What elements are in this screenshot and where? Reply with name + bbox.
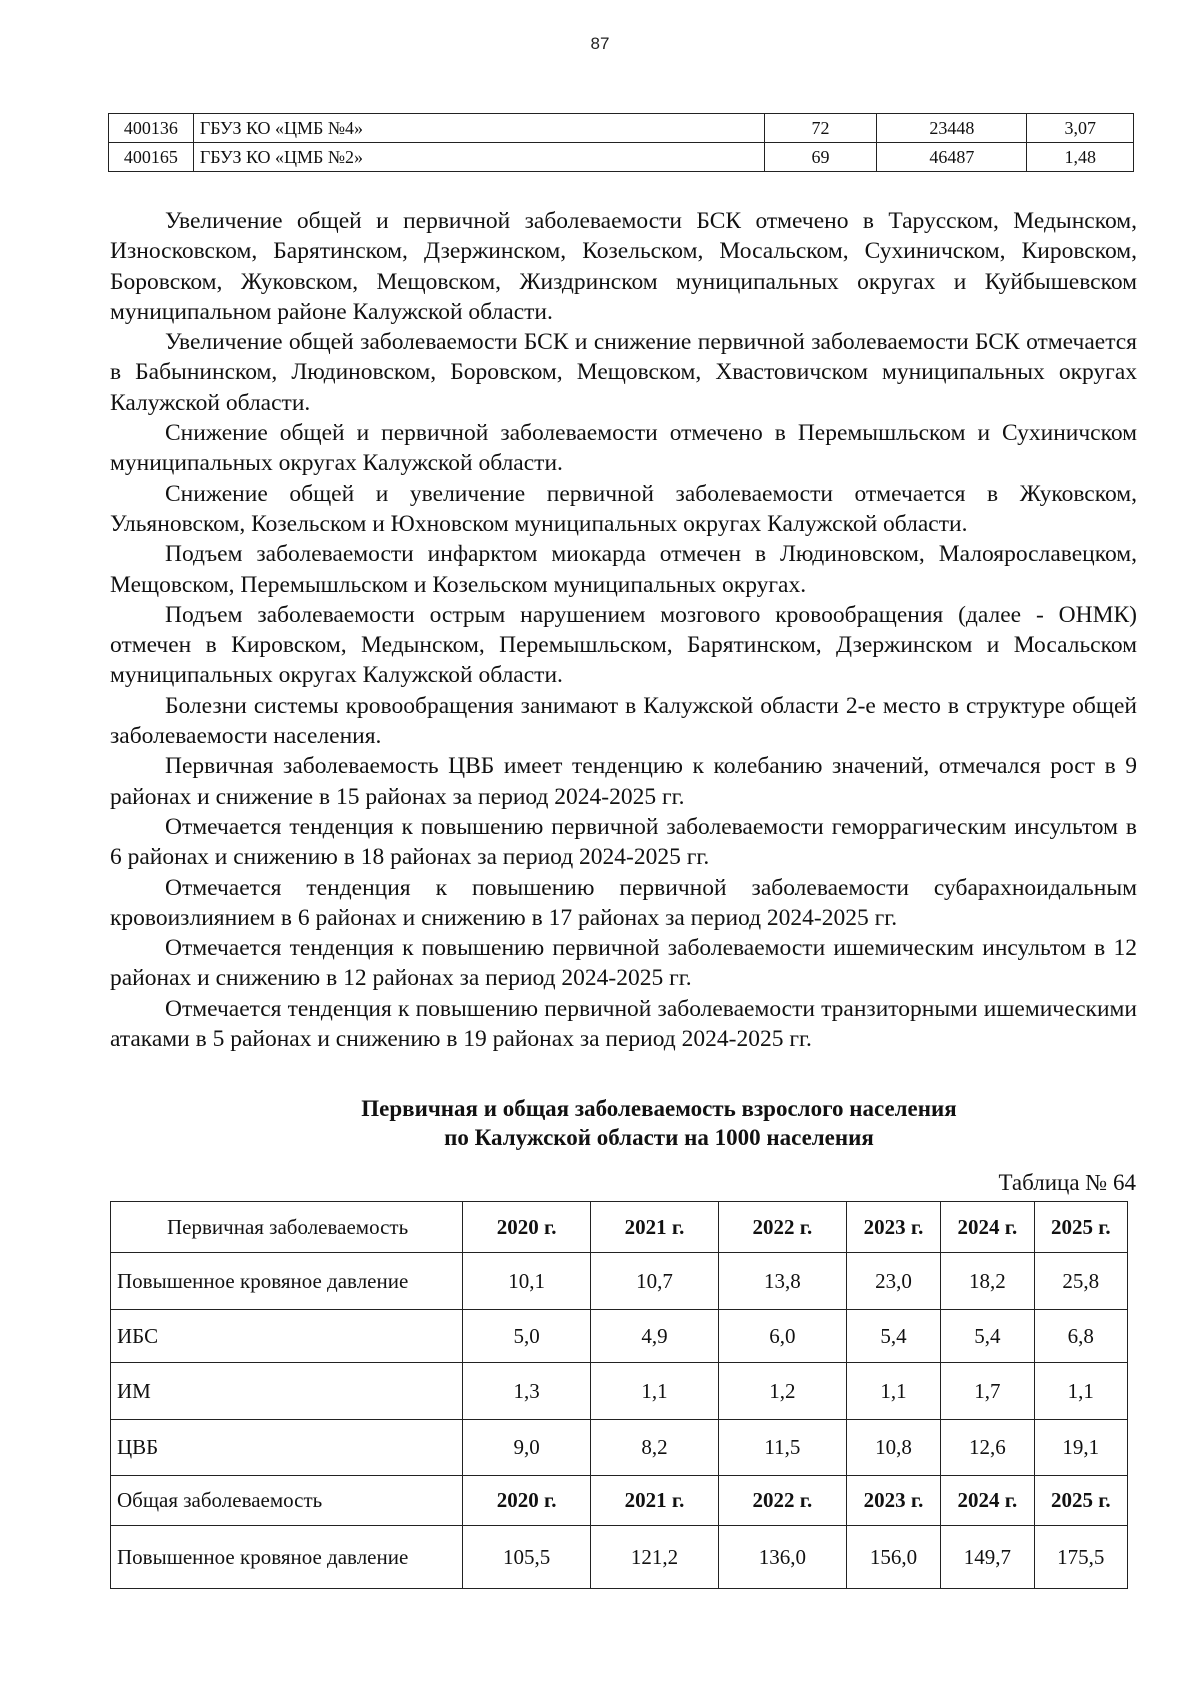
table-cell: 10,1	[463, 1253, 591, 1310]
paragraph: Снижение общей и первичной заболеваемости отмечено в Перемышльском и Сухиничском муниципальных округах Калужской области.	[110, 420, 1137, 477]
table-cell: 18,2	[941, 1253, 1034, 1310]
table-title-line: по Калужской области на 1000 населения	[444, 1125, 874, 1150]
table-row	[109, 114, 1134, 143]
table-cell: 10,8	[846, 1420, 940, 1476]
table-cell: 8,2	[591, 1420, 719, 1476]
year-header: 2025 г.	[1034, 1476, 1127, 1526]
institution-code: 400136	[109, 114, 194, 143]
year-header: 2022 г.	[718, 1476, 846, 1526]
table-cell: 136,0	[718, 1526, 846, 1589]
table-cell: 1,1	[846, 1363, 940, 1420]
year-header: 2020 г.	[463, 1202, 591, 1253]
table-number: Таблица № 64	[998, 1170, 1136, 1195]
year-header: 2023 г.	[846, 1202, 940, 1253]
table-cell: 13,8	[718, 1253, 846, 1310]
page-number: 87	[590, 34, 610, 53]
paragraph: Первичная заболеваемость ЦВБ имеет тенденцию к колебанию значений, отмечался рост в 9 районах и снижение в 15 районах за период 2024-2025 гг.	[110, 753, 1137, 810]
table-cell: 23,0	[846, 1253, 940, 1310]
table-cell: 1,1	[591, 1363, 719, 1420]
table-header-row	[111, 1202, 1128, 1253]
paragraph: Отмечается тенденция к повышению первичной заболеваемости геморрагическим инсультом в 6 районах и снижению в 18 районах за период 2024-2025 гг.	[110, 813, 1137, 871]
year-header: 2024 г.	[941, 1476, 1034, 1526]
institution-value-2: 46487	[877, 143, 1027, 172]
institution-value-3: 1,48	[1027, 143, 1134, 172]
paragraph: Подъем заболеваемости инфарктом миокарда отмечен в Людиновском, Малоярославецком, Мещовском, Перемышльском и Козельском муниципальных округах.	[110, 541, 1137, 598]
institution-value-2: 23448	[877, 114, 1027, 143]
row-label: Повышенное кровяное давление	[111, 1253, 463, 1310]
table-row	[111, 1363, 1128, 1420]
paragraph: Отмечается тенденция к повышению первичной заболеваемости субарахноидальным кровоизлиянием в 6 районах и снижению в 17 районах за период 2024-2025 гг.	[110, 874, 1137, 931]
table-cell: 1,7	[941, 1363, 1034, 1420]
table-cell: 19,1	[1034, 1420, 1127, 1476]
table-cell: 12,6	[941, 1420, 1034, 1476]
table-cell: 6,8	[1034, 1310, 1127, 1363]
institution-value-1: 72	[764, 114, 876, 143]
row-label: ИБС	[111, 1310, 463, 1363]
year-header: 2022 г.	[718, 1202, 846, 1253]
table-cell: 1,2	[718, 1363, 846, 1420]
table-row	[111, 1420, 1128, 1476]
table-cell: 1,3	[463, 1363, 591, 1420]
year-header: 2025 г.	[1034, 1202, 1127, 1253]
paragraph: Подъем заболеваемости острым нарушением мозгового кровообращения (далее - ОНМК) отмечен в Кировском, Медынском, Перемышльском, Барятинском, Дзержинском и Мосальском муниципальных округах Калужской области.	[110, 601, 1137, 689]
table-cell: 5,4	[941, 1310, 1034, 1363]
institution-value-1: 69	[764, 143, 876, 172]
row-label: ИМ	[111, 1363, 463, 1420]
institutions-table	[108, 113, 1134, 172]
table-cell: 105,5	[463, 1526, 591, 1589]
paragraph: Увеличение общей и первичной заболеваемости БСК отмечено в Тарусском, Медынском, Износковском, Барятинском, Дзержинском, Козельском, Мосальском, Сухиничском, Кировском, Боровском, Жуковском, Мещовском, Жиздринском муниципальных округах и Куйбышевском муниципальном районе Калужской области.	[110, 208, 1137, 325]
section-label: Общая заболеваемость	[111, 1476, 463, 1526]
paragraph: Отмечается тенденция к повышению первичной заболеваемости ишемическим инсультом в 12 районах и снижению в 12 районах за период 2024-2025 гг.	[110, 935, 1137, 992]
table-cell: 5,4	[846, 1310, 940, 1363]
table-row	[111, 1526, 1128, 1589]
year-header: 2021 г.	[591, 1202, 719, 1253]
table-row	[111, 1253, 1128, 1310]
table-cell: 4,9	[591, 1310, 719, 1363]
institution-name: ГБУЗ КО «ЦМБ №2»	[193, 143, 764, 172]
paragraph: Отмечается тенденция к повышению первичной заболеваемости транзиторными ишемическими атаками в 5 районах и снижению в 19 районах за период 2024-2025 гг.	[110, 995, 1137, 1053]
year-header: 2021 г.	[591, 1476, 719, 1526]
table-cell: 1,1	[1034, 1363, 1127, 1420]
institution-name: ГБУЗ КО «ЦМБ №4»	[193, 114, 764, 143]
table-title-line: Первичная и общая заболеваемость взрослого населения	[361, 1096, 957, 1121]
institution-value-3: 3,07	[1027, 114, 1134, 143]
year-header: 2020 г.	[463, 1476, 591, 1526]
table-cell: 10,7	[591, 1253, 719, 1310]
paragraph: Болезни системы кровообращения занимают в Калужской области 2-е место в структуре общей заболеваемости населения.	[110, 692, 1137, 750]
table-cell: 121,2	[591, 1526, 719, 1589]
table-header-row	[111, 1476, 1128, 1526]
institution-code: 400165	[109, 143, 194, 172]
table-cell: 156,0	[846, 1526, 940, 1589]
body-text	[110, 206, 1137, 1054]
year-header: 2023 г.	[846, 1476, 940, 1526]
table-row	[109, 143, 1134, 172]
paragraph: Снижение общей и увеличение первичной заболеваемости отмечается в Жуковском, Ульяновском, Козельском и Юхновском муниципальных округах Калужской области.	[110, 480, 1137, 537]
table-row	[111, 1310, 1128, 1363]
table-cell: 5,0	[463, 1310, 591, 1363]
table-cell: 9,0	[463, 1420, 591, 1476]
morbidity-table	[110, 1201, 1128, 1589]
table-title	[0, 1094, 1200, 1152]
section-label: Первичная заболеваемость	[111, 1202, 463, 1253]
table-cell: 11,5	[718, 1420, 846, 1476]
row-label: Повышенное кровяное давление	[111, 1526, 463, 1589]
table-cell: 149,7	[941, 1526, 1034, 1589]
table-cell: 175,5	[1034, 1526, 1127, 1589]
table-cell: 25,8	[1034, 1253, 1127, 1310]
year-header: 2024 г.	[941, 1202, 1034, 1253]
table-cell: 6,0	[718, 1310, 846, 1363]
paragraph: Увеличение общей заболеваемости БСК и снижение первичной заболеваемости БСК отмечается в Бабынинском, Людиновском, Боровском, Мещовском, Хвастовичском муниципальных округах Калужской области.	[110, 329, 1137, 416]
row-label: ЦВБ	[111, 1420, 463, 1476]
